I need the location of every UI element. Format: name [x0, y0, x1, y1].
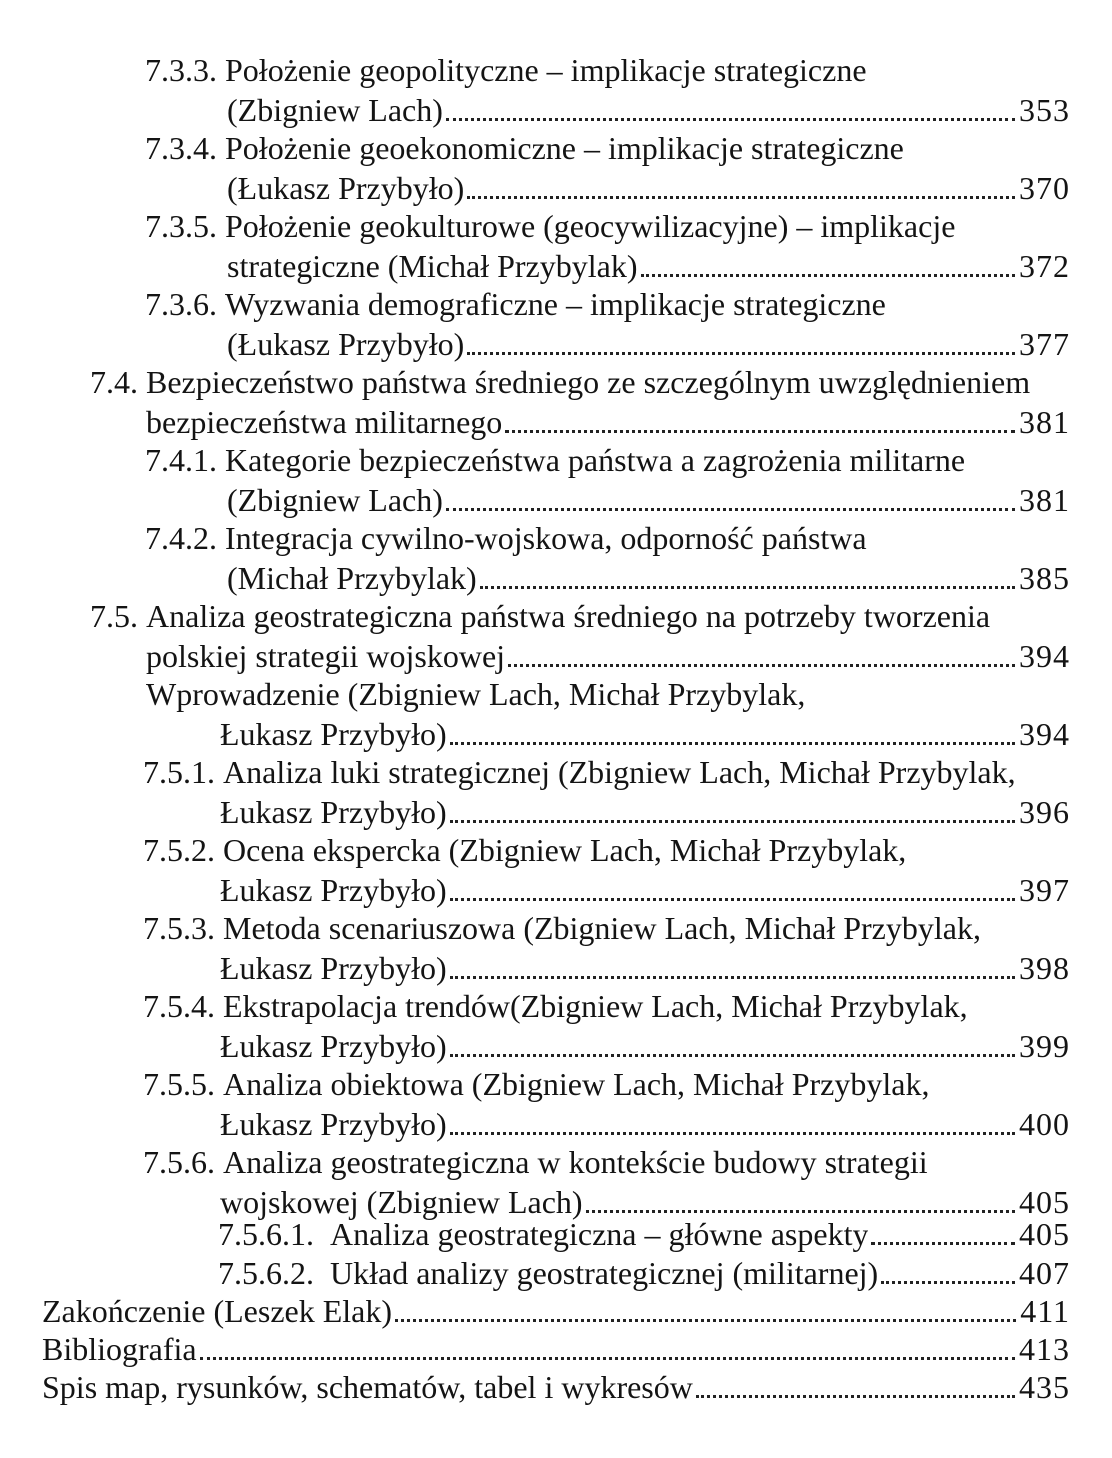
toc-entry[interactable] — [42, 1291, 1070, 1331]
dot-leader — [450, 732, 1015, 745]
toc-entry[interactable] — [145, 206, 1070, 286]
entry-title-cont: (Zbigniew Lach) — [227, 92, 443, 128]
page-number: 405 — [1019, 1216, 1070, 1252]
toc-entry[interactable] — [145, 128, 1070, 208]
entry-title-cont: strategiczne (Michał Przybylak) — [227, 248, 638, 284]
dot-leader — [467, 186, 1015, 199]
dot-leader — [450, 1044, 1015, 1057]
toc-entry[interactable] — [90, 596, 1070, 676]
page-number: 413 — [1019, 1331, 1070, 1367]
entry-title: Położenie geopolityczne – implikacje strategiczne — [225, 52, 867, 88]
entry-number: 7.3.3. — [145, 52, 217, 88]
page-number: 411 — [1020, 1293, 1070, 1329]
toc-entry[interactable] — [218, 1253, 1070, 1293]
entry-number: 7.5.6.1. — [218, 1216, 314, 1252]
dot-leader — [395, 1309, 1016, 1322]
entry-title: Położenie geokulturowe (geocywilizacyjne) – implikacje — [225, 208, 956, 244]
entry-number: 7.3.4. — [145, 130, 217, 166]
page-number: 381 — [1019, 404, 1070, 440]
dot-leader — [881, 1271, 1015, 1284]
entry-number: 7.4.1. — [145, 442, 217, 478]
entry-number: 7.3.5. — [145, 208, 217, 244]
page-number: 377 — [1019, 326, 1070, 362]
dot-leader — [450, 1122, 1015, 1135]
toc-entry[interactable] — [145, 50, 1070, 130]
entry-title-cont: (Łukasz Przybyło) — [227, 170, 465, 206]
page-number: 394 — [1019, 638, 1070, 674]
page-number: 381 — [1019, 482, 1070, 518]
toc-entry[interactable] — [143, 752, 1070, 832]
entry-title-cont: Łukasz Przybyło) — [220, 1106, 447, 1142]
entry-title: Zakończenie (Leszek Elak) — [42, 1293, 393, 1329]
dot-leader — [467, 342, 1015, 355]
entry-title: Integracja cywilno-wojskowa, odporność państwa — [225, 520, 867, 556]
dot-leader — [508, 654, 1015, 667]
entry-number: 7.5.2. — [143, 832, 215, 868]
dot-leader — [450, 810, 1015, 823]
entry-number: 7.4.2. — [145, 520, 217, 556]
page-number: 397 — [1019, 872, 1070, 908]
entry-title-cont: Łukasz Przybyło) — [220, 794, 447, 830]
entry-number: 7.4. — [90, 364, 138, 400]
page-number: 407 — [1019, 1255, 1070, 1291]
dot-leader — [696, 1385, 1015, 1398]
entry-title: Spis map, rysunków, schematów, tabel i wykresów — [42, 1369, 693, 1405]
entry-title: Analiza geostrategiczna – główne aspekty — [330, 1216, 869, 1252]
entry-title-cont: wojskowej (Zbigniew Lach) — [220, 1184, 583, 1220]
toc-entry[interactable] — [143, 1142, 1070, 1222]
dot-leader — [871, 1232, 1015, 1245]
dot-leader — [505, 420, 1015, 433]
page-number: 405 — [1019, 1184, 1070, 1220]
entry-title-cont: (Łukasz Przybyło) — [227, 326, 465, 362]
entry-title: Położenie geoekonomiczne – implikacje strategiczne — [225, 130, 904, 166]
entry-title-cont: Łukasz Przybyło) — [220, 872, 447, 908]
dot-leader — [450, 966, 1015, 979]
entry-number: 7.5.6. — [143, 1144, 215, 1180]
toc-entry[interactable] — [218, 1214, 1070, 1254]
entry-number: 7.5.1. — [143, 754, 215, 790]
toc-entry[interactable] — [143, 986, 1070, 1066]
toc-entry[interactable] — [143, 830, 1070, 910]
entry-title: Ocena ekspercka (Zbigniew Lach, Michał Przybylak, — [223, 832, 907, 868]
dot-leader — [480, 576, 1015, 589]
page-number: 399 — [1019, 1028, 1070, 1064]
page-number: 353 — [1019, 92, 1070, 128]
dot-leader — [200, 1347, 1015, 1360]
entry-title: Analiza obiektowa (Zbigniew Lach, Michał Przybylak, — [223, 1066, 930, 1102]
entry-title: Wyzwania demograficzne – implikacje strategiczne — [225, 286, 886, 322]
dot-leader — [641, 264, 1016, 277]
entry-title: Bibliografia — [42, 1331, 197, 1367]
page-number: 435 — [1019, 1369, 1070, 1405]
dot-leader — [446, 498, 1015, 511]
entry-number: 7.5.6.2. — [218, 1255, 314, 1291]
toc-entry[interactable] — [143, 908, 1070, 988]
entry-title-cont: bezpieczeństwa militarnego — [146, 404, 503, 440]
page-number: 372 — [1019, 248, 1070, 284]
toc-entry[interactable] — [42, 1367, 1070, 1407]
entry-number: 7.5. — [90, 598, 138, 634]
toc-entry[interactable] — [145, 284, 1070, 364]
toc-entry[interactable] — [90, 362, 1070, 442]
entry-title-cont: Łukasz Przybyło) — [220, 1028, 447, 1064]
toc-entry[interactable] — [143, 1064, 1070, 1144]
page-number: 394 — [1019, 716, 1070, 752]
entry-title: Bezpieczeństwo państwa średniego ze szczególnym uwzględnieniem — [146, 364, 1031, 400]
page-number: 370 — [1019, 170, 1070, 206]
entry-title-cont: polskiej strategii wojskowej — [146, 638, 506, 674]
dot-leader — [446, 108, 1015, 121]
page-number: 396 — [1019, 794, 1070, 830]
entry-title: Ekstrapolacja trendów(Zbigniew Lach, Michał Przybylak, — [223, 988, 968, 1024]
toc-entry[interactable] — [42, 1329, 1070, 1369]
dot-leader — [586, 1200, 1015, 1213]
dot-leader — [450, 888, 1015, 901]
entry-number: 7.5.5. — [143, 1066, 215, 1102]
entry-title-cont: (Zbigniew Lach) — [227, 482, 443, 518]
entry-title-cont: Łukasz Przybyło) — [220, 950, 447, 986]
entry-number: 7.5.3. — [143, 910, 215, 946]
entry-title: Układ analizy geostrategicznej (militarnej) — [330, 1255, 879, 1291]
entry-title: Kategorie bezpieczeństwa państwa a zagrożenia militarne — [225, 442, 966, 478]
entry-title-cont: (Michał Przybylak) — [227, 560, 477, 596]
entry-title: Analiza luki strategicznej (Zbigniew Lach, Michał Przybylak, — [223, 754, 1016, 790]
toc-entry[interactable] — [146, 674, 1070, 754]
entry-title: Metoda scenariuszowa (Zbigniew Lach, Michał Przybylak, — [223, 910, 981, 946]
entry-title-cont: Łukasz Przybyło) — [220, 716, 447, 752]
page-number: 385 — [1019, 560, 1070, 596]
entry-title: Wprowadzenie (Zbigniew Lach, Michał Przybylak, — [146, 676, 806, 712]
page-number: 400 — [1019, 1106, 1070, 1142]
entry-number: 7.5.4. — [143, 988, 215, 1024]
toc-entry[interactable] — [145, 440, 1070, 520]
entry-title: Analiza geostrategiczna państwa średniego na potrzeby tworzenia — [146, 598, 991, 634]
entry-number: 7.3.6. — [145, 286, 217, 322]
page-number: 398 — [1019, 950, 1070, 986]
toc-entry[interactable] — [145, 518, 1070, 598]
entry-title: Analiza geostrategiczna w kontekście budowy strategii — [223, 1144, 928, 1180]
